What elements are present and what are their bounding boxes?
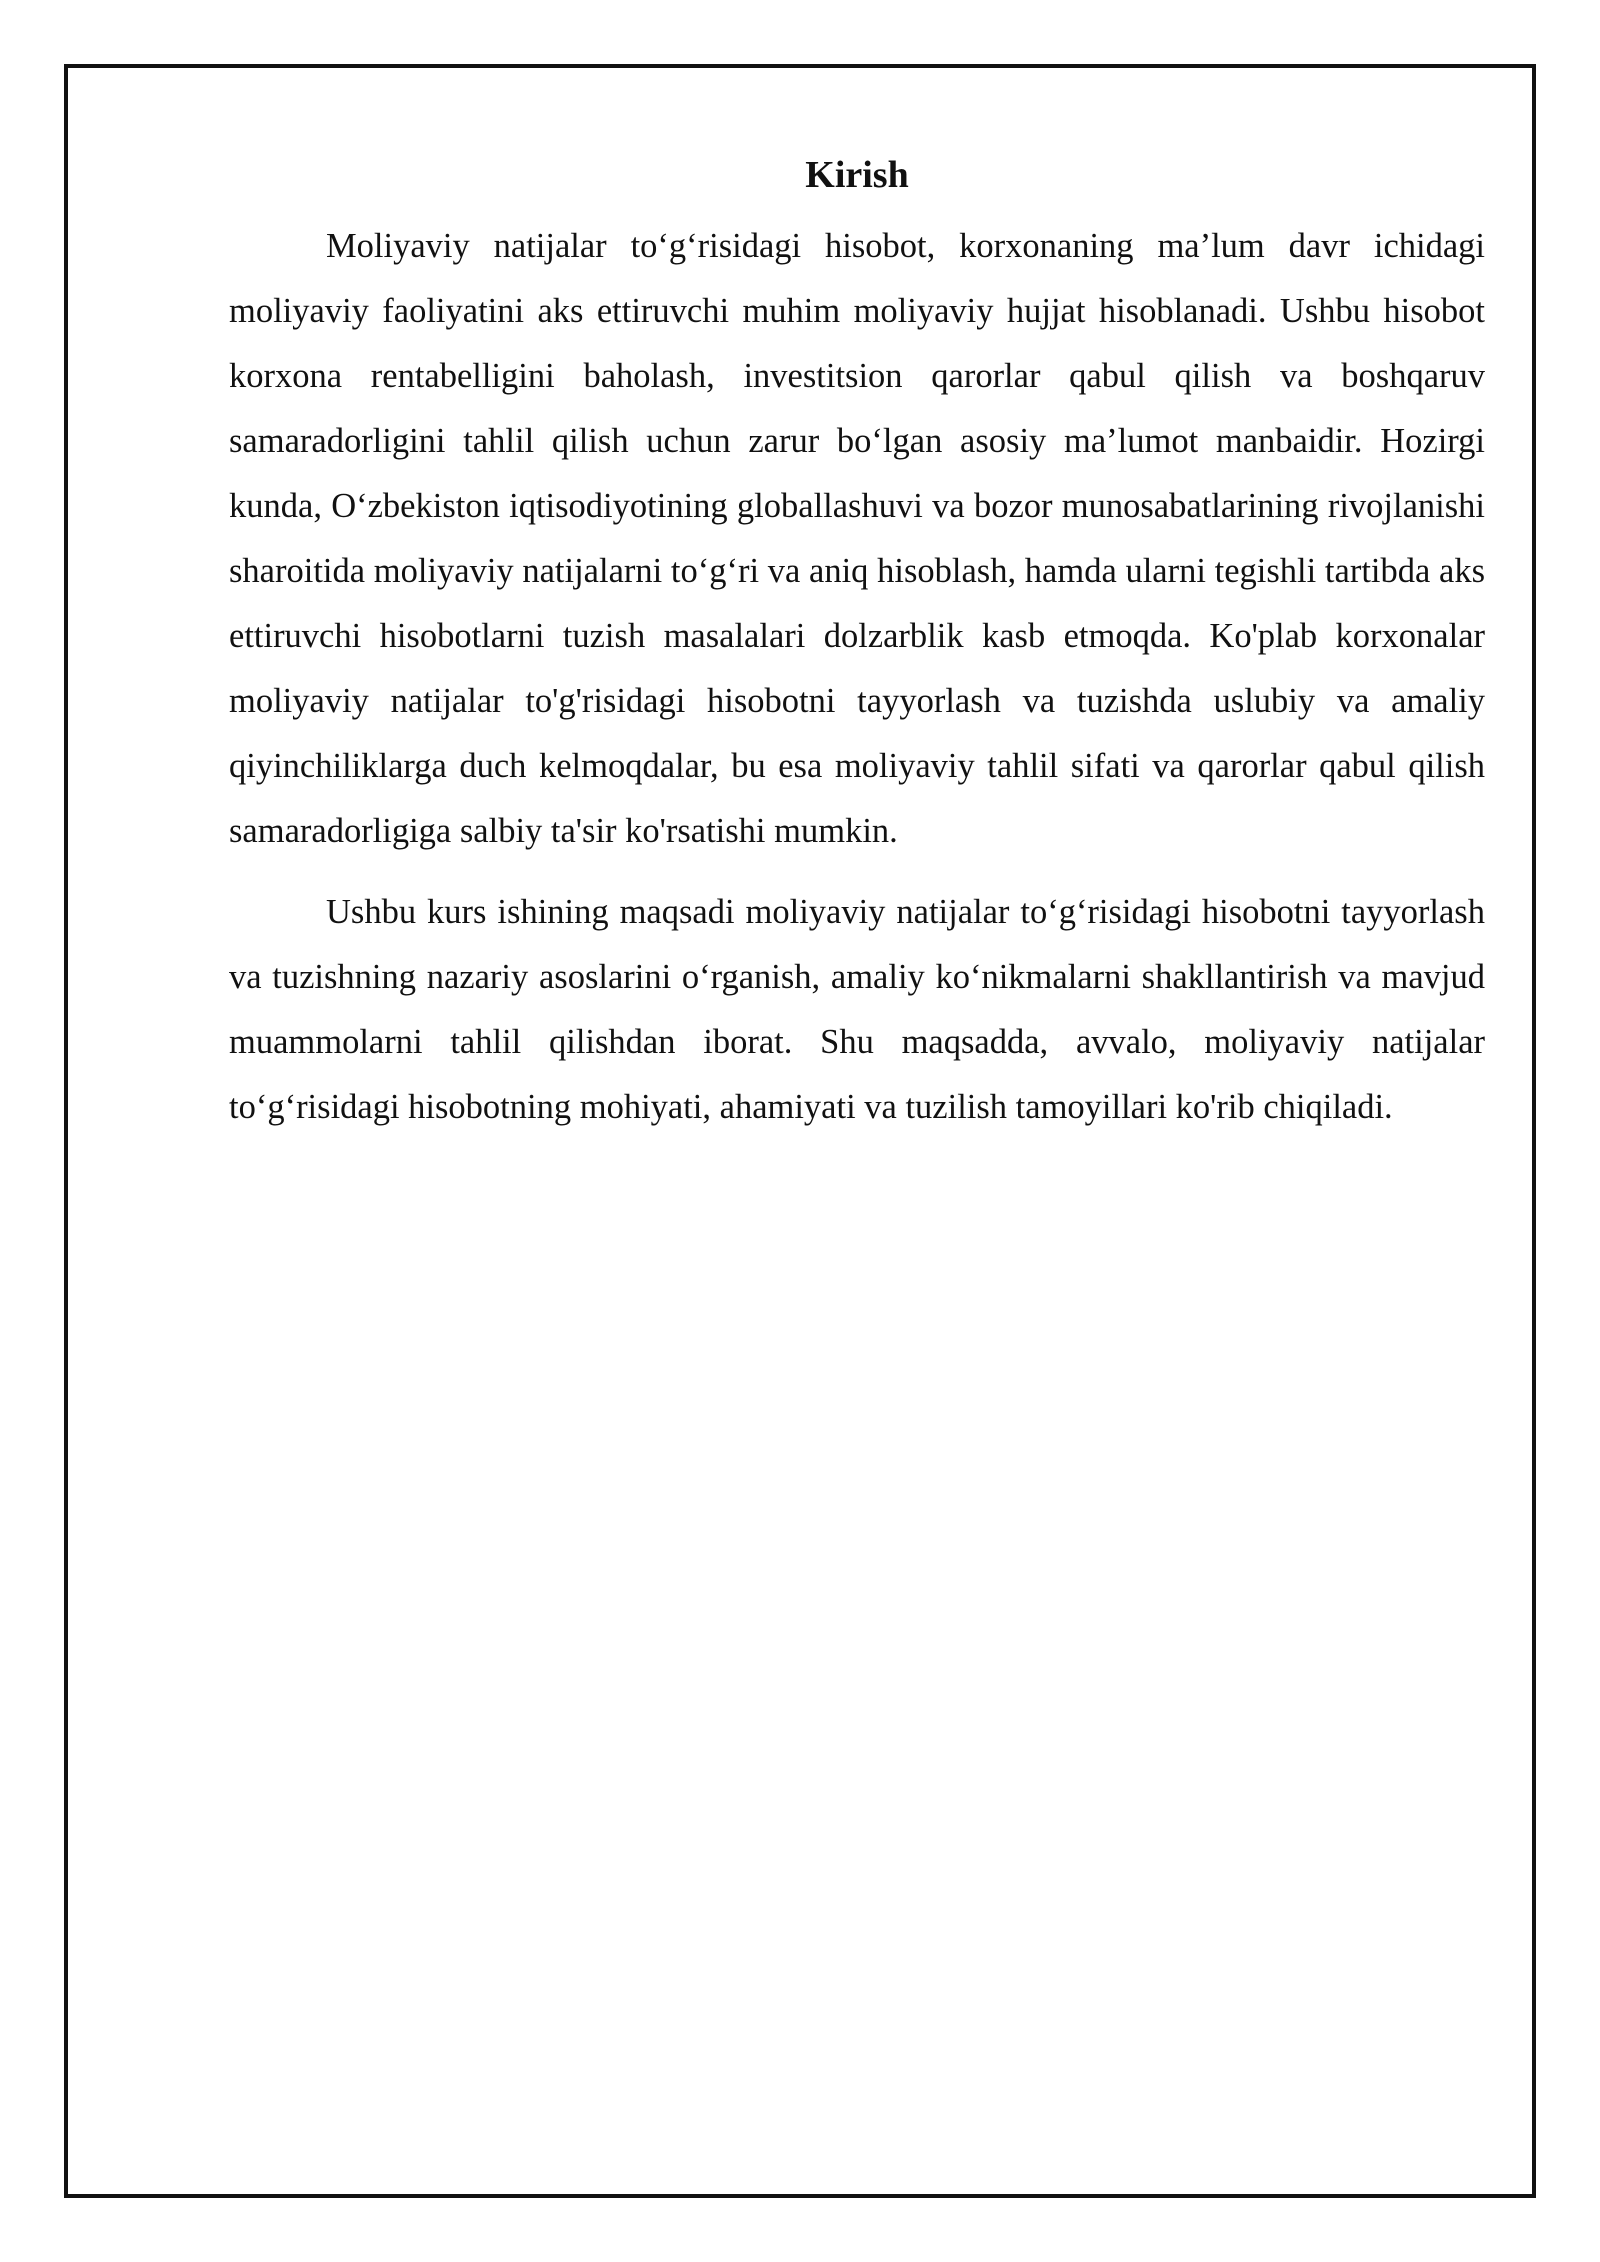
page-title: Kirish [805,154,909,196]
document-body [229,140,1485,1156]
paragraph-purpose: Ushbu kurs ishining maqsadi moliyaviy natijalar to‘g‘risidagi hisobotni tayyorlash va tuzishning nazariy asoslarini o‘rganish, amaliy ko‘nikmalarni shakllantirish va mavjud muammolarni tahlil qilishdan iborat. Shu maqsadda, avvalo, moliyaviy natijalar to‘g‘risidagi hisobotning mohiyati, ahamiyati va tuzilish tamoyillari ko'rib chiqiladi. [229,893,1485,1126]
paragraph-introduction: Moliyaviy natijalar to‘g‘risidagi hisobot, korxonaning ma’lum davr ichidagi moliyaviy faoliyatini aks ettiruvchi muhim moliyaviy hujjat hisoblanadi. Ushbu hisobot korxona rentabelligini baholash, investitsion qarorlar qabul qilish va boshqaruv samaradorligini tahlil qilish uchun zarur bo‘lgan asosiy ma’lumot manbaidir. Hozirgi kunda, O‘zbekiston iqtisodiyotining globallashuvi va bozor munosabatlarining rivojlanishi sharoitida moliyaviy natijalarni to‘g‘ri va aniq hisoblash, hamda ularni tegishli tartibda aks ettiruvchi hisobotlarni tuzish masalalari dolzarblik kasb etmoqda. Ko'plab korxonalar moliyaviy natijalar to'g'risidagi hisobotni tayyorlash va tuzishda uslubiy va amaliy qiyinchiliklarga duch kelmoqdalar, bu esa moliyaviy tahlil sifati va qarorlar qabul qilish samaradorligiga salbiy ta'sir ko'rsatishi mumkin. [229,227,1485,850]
